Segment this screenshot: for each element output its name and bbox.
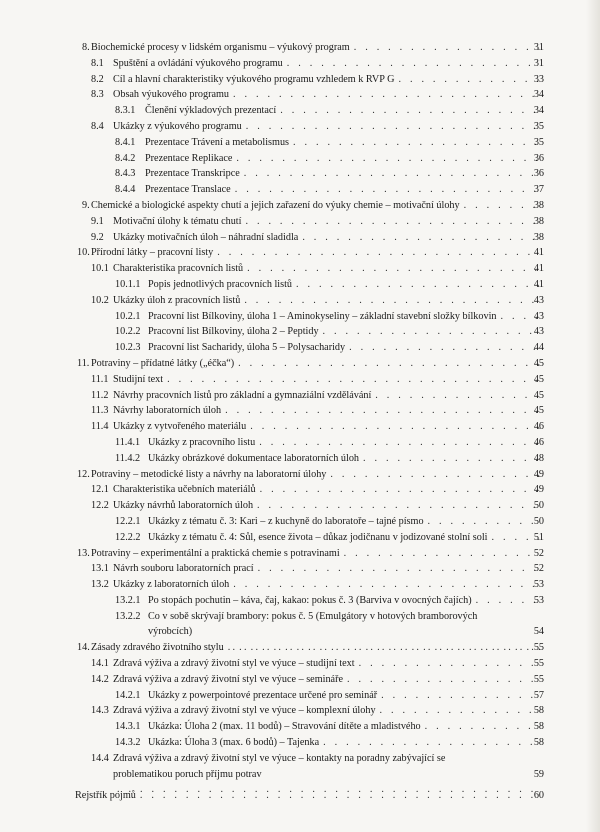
toc-entry-page-number: 41: [533, 278, 544, 290]
toc-entry-title: Návrhy pracovních listů pro základní a gymnaziální vzdělávání: [113, 389, 372, 401]
toc-entry-number: 14.2: [91, 673, 109, 685]
toc-entry-number: 12.2.1: [115, 515, 141, 527]
toc-entry-title-line: [113, 56, 544, 72]
toc-entry-title-line: [145, 182, 544, 198]
toc-entry-page-number: 53: [533, 579, 544, 591]
dot-leader: [354, 40, 540, 56]
dot-leader: [380, 703, 540, 719]
toc-entry-number: 11.4.2: [115, 452, 141, 464]
toc-entry-title: Potraviny – metodické listy a návrhy na laboratorní úlohy: [91, 468, 327, 480]
toc-entry[interactable]: [0, 87, 600, 103]
toc-entry-page-number: 51: [533, 531, 544, 543]
toc-entry-page-number: 52: [533, 547, 544, 559]
toc-entry-title-line: [148, 435, 544, 451]
toc-entry-title-line: [91, 546, 544, 562]
toc-entry-title: Přírodní látky – pracovní listy: [91, 247, 214, 259]
toc-entry-number: 9.1: [91, 215, 104, 227]
toc-entry-title-line: [145, 135, 544, 151]
toc-entry[interactable]: [0, 403, 600, 419]
toc-entry-page-number: 48: [533, 452, 544, 464]
toc-entry-title-line: [91, 40, 544, 56]
toc-entry[interactable]: [0, 198, 600, 214]
toc-entry-title: Co v sobě skrývají brambory: pokus č. 5 (Emulgátory v hotových bramborových: [148, 610, 478, 622]
toc-entry-page-number: 34: [533, 105, 544, 117]
toc-entry-title-line: [113, 87, 544, 103]
toc-entry[interactable]: [0, 514, 600, 530]
toc-entry[interactable]: [0, 182, 600, 198]
toc-entry-page-number: 41: [533, 247, 544, 259]
toc-entry-number: 10.2.2: [115, 326, 141, 338]
toc-entry-number: 14.4: [91, 752, 109, 764]
toc-entry-number: 8.2: [91, 73, 104, 85]
toc-entry-title-line: [91, 356, 544, 372]
toc-entry-number: 10.2: [91, 294, 109, 306]
toc-entry-title-line: [113, 230, 544, 246]
toc-entry-title: Ukázky z powerpointové prezentace určené pro seminář: [148, 689, 378, 701]
toc-entry[interactable]: [0, 261, 600, 277]
toc-entry[interactable]: [0, 245, 600, 261]
dot-leader: [398, 72, 540, 88]
toc-entry-number: 10.2.1: [115, 310, 141, 322]
toc-entry-number: 11.1: [91, 373, 109, 385]
toc-entry-title-line: [113, 372, 544, 388]
toc-entry[interactable]: [0, 372, 600, 388]
toc-entry-title-line: [113, 672, 544, 688]
toc-entry-title-line: [148, 309, 544, 325]
dot-leader: [375, 388, 540, 404]
toc-entry-page-number: 55: [533, 658, 544, 670]
toc-entry-title-line: [148, 735, 544, 751]
toc-entry-title: Ukázky z laboratorních úloh: [113, 579, 230, 591]
toc-entry[interactable]: [0, 166, 600, 182]
toc-entry-title-line: [113, 403, 544, 419]
toc-entry-number: 14.: [77, 642, 90, 654]
dot-leader: [296, 277, 540, 293]
dot-leader: [238, 356, 540, 372]
dot-leader: [323, 324, 540, 340]
toc-entry-title: Pracovní list Bílkoviny, úloha 1 – Aminokyseliny – základní stavební složky bílkovin: [148, 310, 497, 322]
toc-entry-number: 10.1.1: [115, 278, 141, 290]
toc-entry-title: Ukázky z tématu č. 3: Kari – z kuchyně do laboratoře – tajné písmo: [148, 515, 424, 527]
table-of-contents: [0, 40, 600, 804]
dot-leader: [217, 245, 540, 261]
toc-entry-title: Zdravá výživa a zdravý životní styl ve výuce – studijní text: [113, 658, 355, 670]
toc-entry[interactable]: [0, 609, 600, 641]
toc-entry-title: Chemické a biologické aspekty chutí a jejich zařazení do výuky chemie – motivační úlohy: [91, 199, 460, 211]
toc-entry-title-line: [113, 388, 544, 404]
toc-entry-title-line: [113, 656, 544, 672]
toc-entry[interactable]: [0, 467, 600, 483]
toc-entry[interactable]: [0, 277, 600, 293]
toc-entry-page-number: 60: [533, 790, 544, 802]
toc-entry-number: 12.2: [91, 500, 109, 512]
toc-entry[interactable]: [0, 40, 600, 56]
toc-entry-title-line: [91, 198, 544, 214]
toc-entry-page-number: 35: [533, 120, 544, 132]
toc-entry-number: 13.2.2: [115, 610, 141, 622]
toc-entry-number: 14.3: [91, 705, 109, 717]
toc-entry[interactable]: [0, 546, 600, 562]
toc-entry-title-line: [113, 703, 544, 719]
toc-entry-page-number: 31: [533, 42, 544, 53]
toc-entry-number: 8.3.1: [115, 105, 136, 117]
toc-entry-number: 8.4.1: [115, 136, 136, 148]
toc-entry-page-number: 55: [533, 642, 544, 654]
toc-entry-title: Charakteristika pracovních listů: [113, 263, 244, 275]
toc-entry-title: Prezentace Translace: [145, 184, 231, 196]
toc-entry-number: 14.2.1: [115, 689, 141, 701]
toc-entry-title-continued: výrobcích): [148, 626, 193, 638]
toc-entry-title-line: [113, 498, 544, 514]
toc-entry-title: Ukázky návrhů laboratorních úloh: [113, 500, 254, 512]
toc-entry[interactable]: [0, 119, 600, 135]
toc-entry[interactable]: [0, 214, 600, 230]
toc-entry[interactable]: [0, 656, 600, 672]
toc-entry-page-number: 45: [533, 389, 544, 401]
toc-entry-title-line: [148, 451, 544, 467]
toc-entry-page-number: 33: [533, 73, 544, 85]
toc-entry[interactable]: [0, 640, 600, 656]
dot-leader: [359, 656, 540, 672]
toc-entry-page-number: 44: [533, 342, 544, 354]
toc-entry-number: 13.1: [91, 563, 109, 575]
toc-entry-number: 8.1: [91, 57, 104, 69]
toc-entry-number: 14.3.2: [115, 737, 141, 749]
toc-entry[interactable]: [0, 135, 600, 151]
toc-entry[interactable]: [0, 309, 600, 325]
toc-entry-title-line: [91, 467, 544, 483]
toc-entry[interactable]: [0, 324, 600, 340]
dot-leader: [244, 293, 540, 309]
toc-entry[interactable]: [0, 498, 600, 514]
toc-entry-title: Obsah výukového programu: [113, 89, 230, 101]
toc-entry-title-line: [91, 245, 544, 261]
toc-entry-page-number: 43: [533, 294, 544, 306]
dot-leader: [236, 151, 540, 167]
toc-entry-number: 14.1: [91, 658, 109, 670]
toc-entry[interactable]: [0, 482, 600, 498]
dot-leader: [258, 561, 540, 577]
toc-entry-number: 9.2: [91, 231, 104, 243]
toc-entry-title: Charakteristika učebních materiálů: [113, 484, 256, 496]
toc-entry-page-number: 59: [533, 768, 544, 780]
dot-leader: [250, 419, 540, 435]
toc-entry-title: Potraviny – experimentální a praktická chemie s potravinami: [91, 547, 340, 559]
toc-entry-page-number: 50: [533, 500, 544, 512]
toc-entry-title: Prezentace Trávení a metabolismus: [145, 136, 290, 148]
dot-leader: [302, 230, 540, 246]
dot-leader: [233, 577, 540, 593]
toc-entry-title: Prezentace Replikace: [145, 152, 233, 164]
toc-entry[interactable]: [0, 230, 600, 246]
toc-entry-number: 10.1: [91, 263, 109, 275]
toc-entry-number: 12.1: [91, 484, 109, 496]
toc-entry-title-line: [113, 261, 544, 277]
toc-entry[interactable]: [0, 72, 600, 88]
toc-entry[interactable]: [0, 419, 600, 435]
toc-entry-title: Pracovní list Bílkoviny, úloha 2 – Peptidy: [148, 326, 319, 338]
toc-entry-number: 12.: [77, 468, 90, 480]
toc-entry[interactable]: [0, 293, 600, 309]
toc-entry-title-line: [91, 640, 544, 656]
toc-entry-title: Zdravá výživa a zdravý životní styl ve výuce – komplexní úlohy: [113, 705, 376, 717]
toc-entry-title-line: [148, 324, 544, 340]
toc-entry-title: Spuštění a ovládání výukového programu: [113, 57, 283, 69]
toc-entry-page-number: 58: [533, 721, 544, 733]
toc-entry-page-number: 50: [533, 515, 544, 527]
toc-entry-number: 11.2: [91, 389, 109, 401]
toc-entry-number: 11.3: [91, 405, 109, 417]
dot-leader: [344, 546, 540, 562]
toc-entry-number: 8.3: [91, 89, 104, 101]
dot-leader: [349, 340, 540, 356]
toc-entry-number: 8.4.3: [115, 168, 136, 180]
toc-entry-title-line: [145, 166, 544, 182]
toc-entry-page-number: 43: [533, 326, 544, 338]
toc-entry[interactable]: [0, 735, 600, 751]
toc-entry[interactable]: [0, 719, 600, 735]
toc-entry-page-number: 46: [533, 436, 544, 448]
toc-entry-title: Členění výkladových prezentací: [145, 105, 277, 117]
toc-entry[interactable]: [0, 688, 600, 704]
toc-entry[interactable]: [0, 356, 600, 372]
toc-entry-page-number: 45: [533, 405, 544, 417]
toc-entry-page-number: 55: [533, 673, 544, 685]
toc-entry-title: Ukázky z tématu č. 4: Sůl, esence života – důkaz jodičnanu v jodizované stolní soli: [148, 531, 488, 543]
toc-entry-page-number: 46: [533, 421, 544, 433]
dot-leader: [233, 87, 540, 103]
toc-entry-page-number: 36: [533, 168, 544, 180]
toc-entry-page-number: 35: [533, 136, 544, 148]
toc-entry-page-number: 43: [533, 310, 544, 322]
toc-entry[interactable]: [0, 788, 600, 804]
toc-entry-number: 8.4.4: [115, 184, 136, 196]
toc-entry-title: Studijní text: [113, 373, 164, 385]
toc-entry-title-line: [148, 514, 544, 530]
toc-entry-page-number: 31: [533, 57, 544, 69]
toc-entry-page-number: 58: [533, 705, 544, 717]
toc-entry-title-line: [113, 72, 544, 88]
toc-entry-title-line: [75, 788, 544, 804]
dot-leader: [259, 435, 540, 451]
toc-entry[interactable]: [0, 577, 600, 593]
toc-entry[interactable]: [0, 340, 600, 356]
dot-leader: [257, 498, 540, 514]
toc-entry[interactable]: [0, 672, 600, 688]
dot-leader: [228, 640, 540, 656]
toc-entry[interactable]: [0, 388, 600, 404]
toc-entry-title: Cíl a hlavní charakteristiky výukového programu vzhledem k RVP G: [113, 73, 395, 85]
toc-entry-number: 12.2.2: [115, 531, 141, 543]
toc-entry-page-number: 38: [533, 231, 544, 243]
toc-entry-number: 8.4.2: [115, 152, 136, 164]
dot-leader: [280, 103, 540, 119]
toc-entry-title: Pracovní list Sacharidy, úloha 5 – Polysacharidy: [148, 342, 346, 354]
toc-entry-title: Popis jednotlivých pracovních listů: [148, 278, 293, 290]
toc-entry[interactable]: [0, 561, 600, 577]
dot-leader: [247, 261, 540, 277]
dot-leader: [246, 119, 540, 135]
toc-entry-title-line: [148, 593, 544, 609]
toc-entry[interactable]: [0, 593, 600, 609]
toc-entry-title-line: [148, 340, 544, 356]
toc-entry[interactable]: [0, 451, 600, 467]
toc-entry-title-line: [113, 214, 544, 230]
toc-entry-page-number: 49: [533, 484, 544, 496]
dot-leader: [381, 688, 540, 704]
dot-leader: [140, 788, 540, 804]
toc-entry-page-number: 36: [533, 152, 544, 164]
toc-entry-number: 13.2: [91, 579, 109, 591]
toc-entry-number: 8.: [82, 42, 90, 53]
toc-entry-title: Zdravá výživa a zdravý životní styl ve výuce – semináře: [113, 673, 343, 685]
toc-entry[interactable]: [0, 530, 600, 546]
dot-leader: [235, 182, 540, 198]
toc-entry[interactable]: [0, 435, 600, 451]
toc-entry-title-line: [148, 277, 544, 293]
toc-entry-page-number: 57: [533, 689, 544, 701]
dot-leader: [347, 672, 540, 688]
toc-entry-page-number: 49: [533, 468, 544, 480]
toc-entry-title: Potraviny – přídatné látky („éčka“): [91, 357, 235, 369]
toc-entry-title: Motivační úlohy k tématu chutí: [113, 215, 242, 227]
toc-entry-title: Zásady zdravého životního stylu: [91, 642, 224, 654]
toc-entry-title-line: [113, 561, 544, 577]
dot-leader: [167, 372, 540, 388]
toc-entry[interactable]: [0, 751, 600, 783]
dot-leader: [225, 403, 540, 419]
toc-entry[interactable]: [0, 56, 600, 72]
toc-entry-number: 8.4: [91, 120, 104, 132]
toc-entry-title: Biochemické procesy v lidském organismu – výukový program: [91, 42, 350, 53]
toc-entry[interactable]: [0, 103, 600, 119]
toc-entry-page-number: 45: [533, 373, 544, 385]
toc-entry-title: Ukázka: Úloha 2 (max. 11 bodů) – Stravování dítěte a mladistvého: [148, 721, 421, 733]
toc-entry-number: 14.3.1: [115, 721, 141, 733]
toc-entry-page-number: 54: [533, 626, 544, 638]
toc-entry-title: Ukázky obrázkové dokumentace laboratorních úloh: [148, 452, 360, 464]
dot-leader: [260, 482, 540, 498]
dot-leader: [245, 214, 540, 230]
toc-entry-page-number: 45: [533, 357, 544, 369]
toc-entry-title-line: [148, 719, 544, 735]
toc-entry-number: 9.: [82, 199, 90, 211]
toc-entry-title-line: [113, 482, 544, 498]
toc-entry-number: 13.: [77, 547, 90, 559]
dot-leader: [244, 166, 540, 182]
toc-entry-number: 10.: [77, 247, 90, 259]
toc-entry-title: Zdravá výživa a zdravý životní styl ve výuce – kontakty na poradny zabývající se: [113, 752, 446, 764]
toc-entry-title-line: [145, 103, 544, 119]
toc-entry-title: Návrh souboru laboratorních prací: [113, 563, 254, 575]
toc-entry-title-line: [148, 688, 544, 704]
toc-entry[interactable]: [0, 703, 600, 719]
toc-entry-page-number: 58: [533, 737, 544, 749]
toc-entry-number: 11.4.1: [115, 436, 141, 448]
toc-entry-page-number: 34: [533, 89, 544, 101]
toc-entry-title: Ukázky motivačních úloh – náhradní sladidla: [113, 231, 299, 243]
toc-entry-page-number: 38: [533, 199, 544, 211]
toc-entry-number: 11.: [77, 357, 90, 369]
toc-entry-page-number: 53: [533, 594, 544, 606]
toc-entry-title: Po stopách pochutin – káva, čaj, kakao: pokus č. 3 (Barviva v ovocných čajích): [148, 594, 472, 606]
toc-entry-page-number: 38: [533, 215, 544, 227]
toc-entry-title: Ukázky úloh z pracovních listů: [113, 294, 241, 306]
toc-entry-page-number: 52: [533, 563, 544, 575]
toc-entry-title-line: [113, 577, 544, 593]
toc-entry-page-number: 41: [533, 263, 544, 275]
dot-leader: [323, 735, 540, 751]
toc-entry-title: Návrhy laboratorních úloh: [113, 405, 222, 417]
toc-entry-title-line: [145, 151, 544, 167]
dot-leader: [363, 451, 540, 467]
toc-entry-title: Ukázky z vytvořeného materiálu: [113, 421, 247, 433]
toc-entry-title: Ukázky z výukového programu: [113, 120, 242, 132]
toc-entry-page-number: 37: [533, 184, 544, 196]
toc-entry-title-line: [148, 530, 544, 546]
toc-entry-title-continued: problematikou poruch příjmu potrav: [113, 768, 262, 780]
toc-entry-title: Prezentace Transkripce: [145, 168, 240, 180]
toc-entry-number: 13.2.1: [115, 594, 141, 606]
toc-entry-title: Ukázky z pracovního listu: [148, 436, 256, 448]
toc-entry-title: Rejstřík pojmů: [75, 790, 136, 802]
toc-entry-number: 11.4: [91, 421, 109, 433]
toc-entry-title: Ukázka: Úloha 3 (max. 6 bodů) – Tajenka: [148, 737, 320, 749]
dot-leader: [330, 467, 540, 483]
toc-entry-number: 10.2.3: [115, 342, 141, 354]
toc-entry-title-line: [113, 119, 544, 135]
toc-entry-title-line: [113, 293, 544, 309]
dot-leader: [293, 135, 540, 151]
toc-entry[interactable]: [0, 151, 600, 167]
dot-leader: [287, 56, 540, 72]
toc-entry-title-line: [113, 419, 544, 435]
